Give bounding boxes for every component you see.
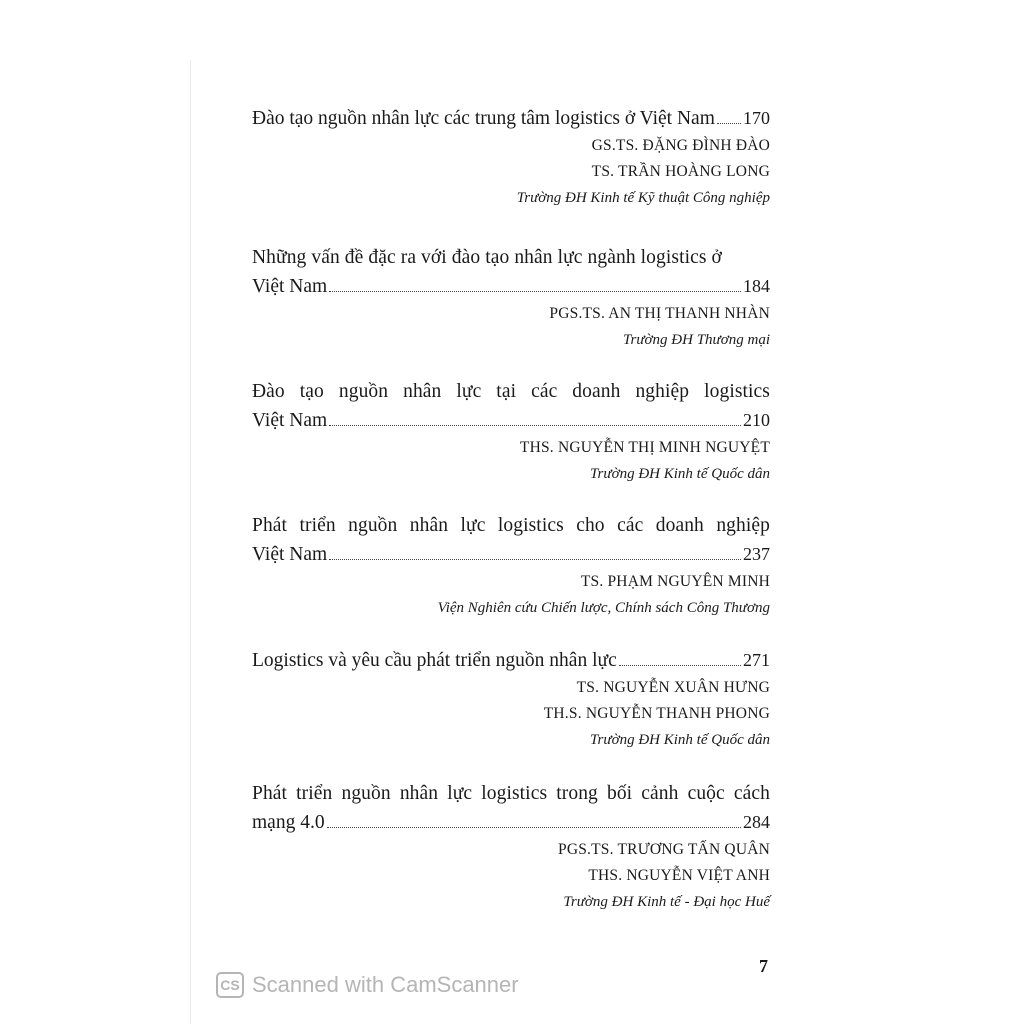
leader-dots — [329, 425, 741, 426]
toc-affiliation: Viện Nghiên cứu Chiến lược, Chính sách Công Thương — [437, 600, 770, 616]
toc-entry — [252, 780, 770, 915]
toc-page-number: 210 — [743, 410, 770, 430]
toc-page-number: 237 — [743, 544, 770, 564]
toc-title-continuation: mạng 4.0 — [252, 812, 325, 833]
toc-title-line — [252, 406, 770, 435]
page-number: 7 — [759, 956, 768, 976]
toc-title: Phát triển nguồn nhân lực logistics cho các doanh nghiệp — [252, 515, 770, 536]
leader-dots — [619, 665, 741, 666]
toc-author: TS. TRẦN HOÀNG LONG — [591, 163, 770, 180]
toc-title: Đào tạo nguồn nhân lực các trung tâm logistics ở Việt Nam — [252, 108, 715, 129]
camscanner-logo-icon: CS — [216, 972, 244, 998]
toc-page-number: 184 — [743, 276, 770, 296]
toc-author: THS. NGUYỄN VIỆT ANH — [588, 867, 770, 884]
toc-entry — [252, 512, 770, 621]
toc-page-number: 170 — [743, 108, 770, 128]
toc-page-number: 271 — [743, 650, 770, 670]
toc-entry — [252, 646, 770, 753]
toc-title-line — [252, 104, 770, 133]
toc-title: Logistics và yêu cầu phát triển nguồn nhân lực — [252, 650, 617, 671]
toc-title-continuation: Việt Nam — [252, 276, 328, 297]
toc-affiliation: Trường ĐH Kinh tế Quốc dân — [590, 466, 770, 482]
toc-entry — [252, 244, 770, 353]
toc-title-line — [252, 646, 770, 675]
toc-affiliation: Trường ĐH Thương mại — [623, 332, 770, 348]
toc-title: Đào tạo nguồn nhân lực tại các doanh nghiệp logistics — [252, 381, 770, 402]
toc-title: Những vấn đề đặc ra với đào tạo nhân lực ngành logistics ở — [252, 247, 722, 268]
toc-author: THS. NGUYỄN THỊ MINH NGUYỆT — [519, 439, 770, 456]
toc-title-line — [252, 540, 770, 569]
toc-title-continuation: Việt Nam — [252, 544, 328, 565]
toc-title: Phát triển nguồn nhân lực logistics trong bối cảnh cuộc cách — [252, 783, 770, 804]
toc-author: TH.S. NGUYỄN THANH PHONG — [543, 705, 770, 722]
toc-title-line — [252, 808, 770, 837]
toc-author: TS. PHẠM NGUYÊN MINH — [580, 573, 770, 590]
page-gutter-shadow — [190, 60, 191, 1024]
toc-page-number: 284 — [743, 812, 770, 832]
toc-author: TS. NGUYỄN XUÂN HƯNG — [576, 679, 770, 696]
watermark-text: Scanned with CamScanner — [252, 972, 519, 997]
toc-author: PGS.TS. AN THỊ THANH NHÀN — [549, 305, 770, 322]
leader-dots — [329, 291, 741, 292]
leader-dots — [329, 559, 741, 560]
toc-author: GS.TS. ĐẶNG ĐÌNH ĐÀO — [591, 137, 770, 154]
camscanner-watermark — [216, 972, 519, 998]
toc-entry — [252, 104, 770, 211]
toc-title-continuation: Việt Nam — [252, 410, 328, 431]
toc-entry — [252, 378, 770, 487]
toc-affiliation: Trường ĐH Kinh tế Quốc dân — [590, 732, 770, 748]
toc-affiliation: Trường ĐH Kinh tế - Đại học Huế — [563, 894, 770, 910]
leader-dots — [717, 123, 741, 124]
leader-dots — [327, 827, 741, 828]
toc-title-line — [252, 272, 770, 301]
toc-author: PGS.TS. TRƯƠNG TẤN QUÂN — [558, 841, 770, 858]
toc-affiliation: Trường ĐH Kinh tế Kỹ thuật Công nghiệp — [516, 190, 770, 206]
